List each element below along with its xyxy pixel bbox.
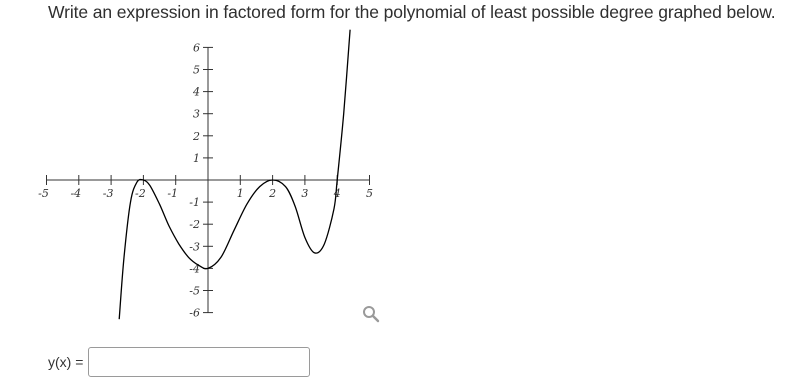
x-tick-label: 2 — [269, 187, 277, 200]
x-tick-label: 5 — [366, 187, 373, 200]
polynomial-curve — [119, 30, 350, 320]
y-tick-label: -2 — [189, 218, 200, 232]
y-tick-label: 6 — [193, 41, 200, 55]
x-tick-label: -2 — [135, 187, 146, 200]
y-tick-label: 4 — [193, 85, 200, 99]
x-tick-label: -1 — [167, 187, 179, 200]
x-tick-label: -4 — [70, 187, 82, 200]
magnifier-icon[interactable] — [361, 304, 381, 324]
x-tick-label: 3 — [301, 187, 309, 200]
y-tick-label: -3 — [189, 240, 200, 254]
x-tick-labels — [38, 187, 373, 200]
y-tick-label: -1 — [189, 196, 200, 210]
x-tick-label: 4 — [333, 187, 341, 200]
x-tick-label: -3 — [102, 187, 114, 200]
question-text: Write an expression in factored form for the polynomial of least possible degree graphed below. — [48, 2, 776, 22]
y-tick-label: -6 — [189, 306, 200, 320]
y-tick-label: -4 — [189, 262, 200, 276]
y-tick-label: 5 — [193, 63, 200, 77]
y-tick-label: 3 — [193, 107, 200, 121]
y-tick-label: 2 — [193, 129, 200, 143]
answer-input[interactable] — [88, 347, 310, 377]
y-tick-label: 1 — [193, 151, 200, 165]
x-tick-label: 1 — [236, 187, 244, 200]
answer-row — [48, 345, 310, 379]
y-tick-label: -5 — [189, 284, 200, 298]
answer-label: y(x) = — [48, 354, 84, 370]
x-tick-label: -5 — [38, 187, 49, 200]
